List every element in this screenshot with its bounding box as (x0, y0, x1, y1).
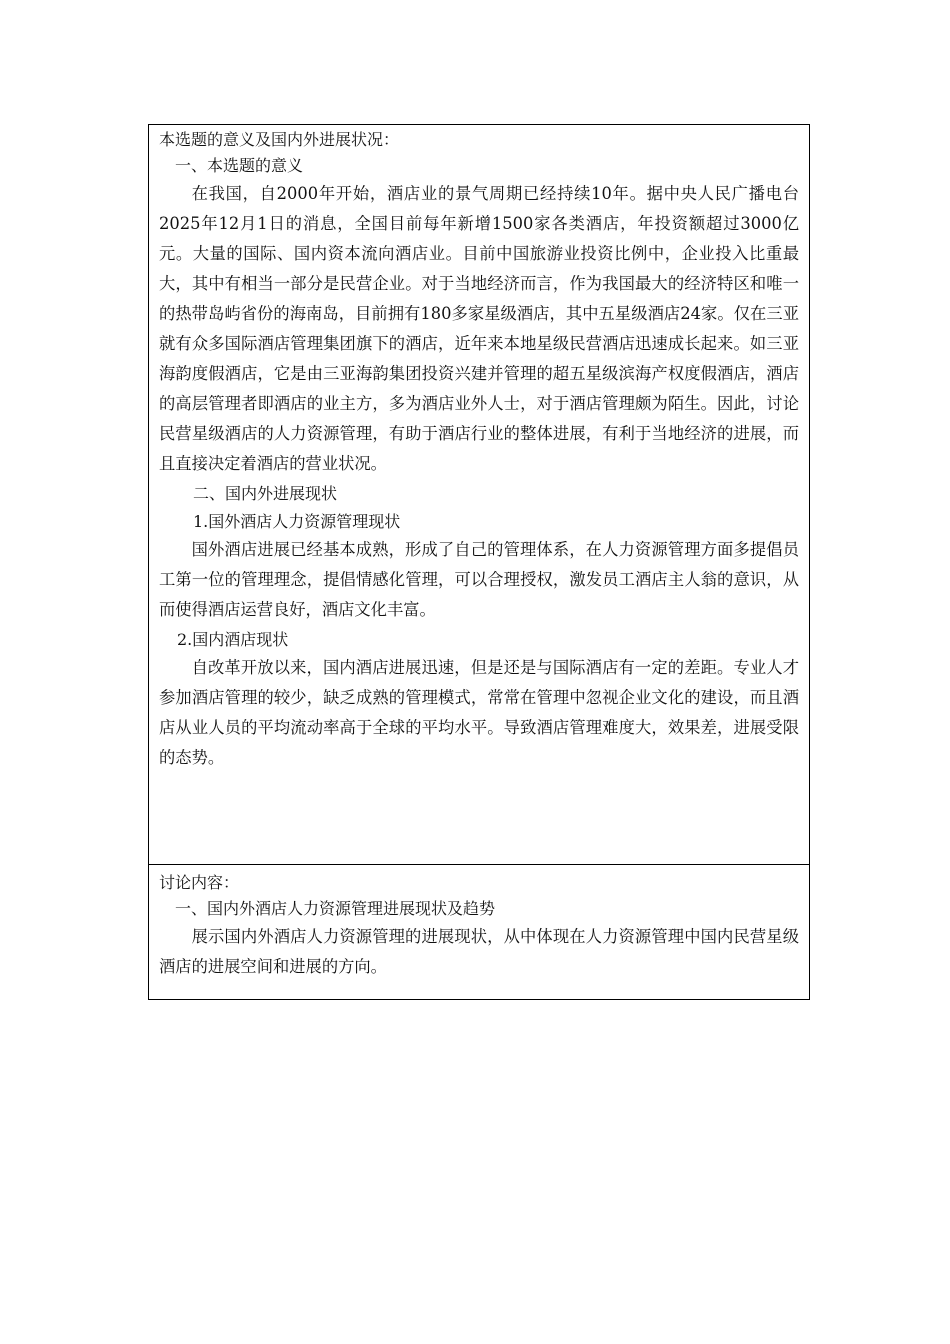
content-item1-paragraph: 展示国内外酒店人力资源管理的进展现状，从中体现在人力资源管理中国内民营星级酒店的进展空间和进展的方向。 (159, 927, 799, 976)
sub1-paragraph: 国外酒店进展已经基本成熟，形成了自己的管理体系，在人力资源管理方面多提倡员工第一位的管理理念，提倡情感化管理，可以合理授权，激发员工酒店主人翁的意识，从而使得酒店运营良好，酒店文化丰富。 (159, 540, 799, 619)
content-cell (149, 865, 809, 999)
content-heading: 讨论内容： (159, 873, 240, 892)
sub1-title: 1.国外酒店人力资源管理现状 (193, 512, 401, 531)
sub2-paragraph: 自改革开放以来，国内酒店进展迅速，但是还是与国际酒店有一定的差距。专业人才参加酒店管理的较少，缺乏成熟的管理模式，常常在管理中忽视企业文化的建设，而且酒店从业人员的平均流动率高于全球的平均水平。导致酒店管理难度大，效果差，进展受限的态势。 (159, 658, 799, 767)
content-item1-title: 一、国内外酒店人力资源管理进展现状及趋势 (175, 899, 496, 918)
section2-title: 二、国内外进展现状 (193, 484, 338, 503)
significance-cell (149, 125, 809, 865)
sub2-title: 2.国内酒店现状 (177, 630, 289, 649)
section1-paragraph: 在我国，自2000年开始，酒店业的景气周期已经持续10年。据中央人民广播电台2025年12月1日的消息，全国目前每年新增1500家各类酒店，年投资额超过3000亿元。大量的国际、国内资本流向酒店业。目前中国旅游业投资比例中，企业投入比重最大，其中有相当一部分是民营企业。对于当地经济而言，作为我国最大的经济特区和唯一的热带岛屿省份的海南岛，目前拥有180多家星级酒店，其中五星级酒店24家。仅在三亚就有众多国际酒店管理集团旗下的酒店，近年来本地星级民营酒店迅速成长起来。如三亚海韵度假酒店，它是由三亚海韵集团投资兴建并管理的超五星级滨海产权度假酒店，酒店的高层管理者即酒店的业主方，多为酒店业外人士，对于酒店管理颇为陌生。因此，讨论民营星级酒店的人力资源管理，有助于酒店行业的整体进展，有利于当地经济的进展，而且直接决定着酒店的营业状况。 (159, 184, 799, 473)
section1-title: 一、本选题的意义 (175, 156, 304, 175)
proposal-table (148, 124, 810, 1000)
significance-heading: 本选题的意义及国内外进展状况： (159, 130, 400, 149)
